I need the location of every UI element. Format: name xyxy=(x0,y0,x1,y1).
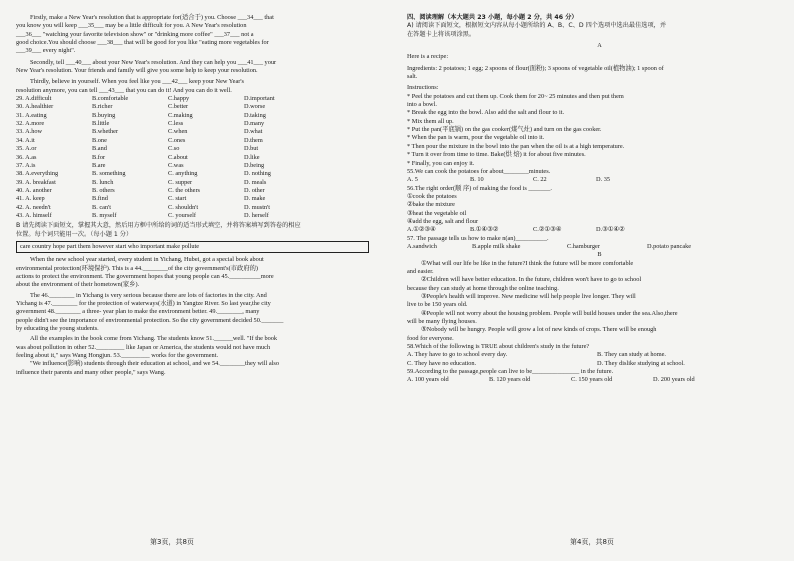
option-row xyxy=(16,162,401,170)
text-line: live to be 150 years old. xyxy=(407,301,468,309)
text-line: Yichang is 47.________ for the protection of waterways(水道) in Yangtze River. So last year,the city xyxy=(16,300,271,307)
option[interactable]: D.being xyxy=(244,161,265,169)
question-59: 59.According to the passage,people can live to be_______________ in the future. xyxy=(407,368,614,376)
option-row xyxy=(16,179,401,187)
passage-a-p3 xyxy=(16,78,401,95)
text-line: ④People will not worry about the housing problem. People will build houses under the sea.Also,there xyxy=(421,309,678,317)
question-58-options-row2 xyxy=(407,360,792,368)
section-b-instructions xyxy=(16,222,401,239)
text-line: Here is a recipe: xyxy=(407,53,449,61)
text-line: Thirdly, believe in yourself. When you feel like you ___42___ keep your New Year's xyxy=(30,78,244,86)
text-line: * Peel the potatoes and cut them up. Cook them for 20~ 25 minutes and then put them xyxy=(407,92,624,100)
text-line: The 46.________ in Yichang is very serious because there are lots of factories in the city. And xyxy=(30,291,267,299)
option-row xyxy=(16,212,401,220)
text-line: * Finally, you can enjoy it. xyxy=(407,159,475,167)
text-line: B 请先阅读下面短文，掌握其大意，然后用方框中所给的词的适当形式填空，并将答案填写到答卷的相应 xyxy=(16,222,301,230)
word-box: care country hope part them however start who important make pollute xyxy=(16,241,369,253)
option[interactable]: B.one xyxy=(92,136,107,144)
question-56-options xyxy=(407,226,792,234)
option[interactable]: B. 120 years old xyxy=(489,376,531,384)
option-row xyxy=(16,154,401,162)
text-line: people didn't see the importance of environmental protection. So the city government decided 50._______ xyxy=(16,316,284,324)
question-56: 56.The right order(顺 序) of making the food is _______. xyxy=(407,184,552,192)
text-line: Ingredients: 2 potatoes; 1 egg; 2 spoons of flour(面粉); 3 spoons of vegetable oil(植物油); 1 spoon of xyxy=(407,64,664,72)
option[interactable]: C. anything xyxy=(168,170,198,178)
option[interactable]: D.③①④② xyxy=(596,226,625,234)
option[interactable]: C.making xyxy=(168,111,193,119)
text-line: was about pollution in other 52._________ like Japan or America, the students would not have much xyxy=(16,343,271,351)
passage-a-title: A xyxy=(597,42,602,50)
option[interactable]: D.but xyxy=(244,145,259,153)
option[interactable]: B.for xyxy=(92,153,106,161)
text-line: environmental protection(环境保护). This is a 44.________of the city government's(市政府的) xyxy=(16,264,259,272)
option[interactable]: B.richer xyxy=(92,103,113,111)
text-line: actions to protect the environment. The government hopes that young people can 45.__________more xyxy=(16,272,274,280)
option[interactable]: D. meals xyxy=(244,178,267,186)
option[interactable]: B. They can study at home. xyxy=(597,351,666,359)
option[interactable]: 37. A.is xyxy=(16,161,36,169)
text-line: you know you will keep ___35___ may be a little difficult for you. A New Year's resolution xyxy=(16,22,247,30)
option[interactable]: C. supper xyxy=(168,178,193,186)
option[interactable]: 43. A. himself xyxy=(16,211,52,219)
text-line: Secondly, tell ___40___ about your New Year's resolution. And they can help you ___41___ your xyxy=(30,58,277,66)
option[interactable]: A. 100 years old xyxy=(407,376,449,384)
option[interactable]: C. the others xyxy=(168,186,201,194)
option[interactable]: A. They have to go to school every day. xyxy=(407,351,508,359)
option[interactable]: D.many xyxy=(244,120,265,128)
option-row xyxy=(16,187,401,195)
text-line: 位置。每个词只能用一次。（每小题 1 分） xyxy=(16,230,133,238)
text-line: * Then pour the mixture in the bowl into the pan when the oil is at a high temperature. xyxy=(407,142,625,150)
cloze-options xyxy=(16,95,401,220)
option[interactable]: 33. A.how xyxy=(16,128,43,136)
option-row xyxy=(16,137,401,145)
option[interactable]: C. 22 xyxy=(533,176,547,184)
page-number-left: 第3页，共8页 xyxy=(150,538,194,546)
text-line: resolution anymore, you can tell ___43___ that you can do it! And you can do it well. xyxy=(16,86,232,94)
option-row xyxy=(16,103,401,111)
option[interactable]: D. mustn't xyxy=(244,203,270,211)
list-item: ①cook the potatoes xyxy=(407,192,457,200)
option[interactable]: C.was xyxy=(168,161,184,169)
section-b-passage xyxy=(16,256,401,377)
question-55-options xyxy=(407,176,792,184)
option[interactable]: C. yourself xyxy=(168,211,196,219)
option[interactable]: B.apple milk shake xyxy=(472,242,521,250)
option[interactable]: C. start xyxy=(168,195,187,203)
text-line: about the environment of their hometown(家乡). xyxy=(16,281,140,289)
text-line: ①What will our life be like in the future?I think the future will be more comfortable xyxy=(421,259,634,267)
text-line: * Put the pan(平底锅) on the gas cooker(煤气灶) and turn on the gas cooker. xyxy=(407,126,602,134)
text-line: will be many flying houses. xyxy=(407,318,477,326)
option[interactable]: B.little xyxy=(92,120,110,128)
option[interactable]: A.sandwich xyxy=(407,242,437,250)
question-55: 55.We can cook the potatoes for about________minutes. xyxy=(407,167,551,175)
text-line: influence their parents and many other people," says Wang. xyxy=(16,368,166,376)
option[interactable]: 31. A.eating xyxy=(16,111,47,119)
question-58: 58.Which of the following is TRUE about children's study in the future? xyxy=(407,343,590,351)
text-line: because they can study at home through the online teaching. xyxy=(407,284,559,292)
option[interactable]: D. make xyxy=(244,195,266,203)
list-item: ③heat the vegetable oil xyxy=(407,209,467,217)
question-58-options-row1 xyxy=(407,351,792,359)
text-line: ___39___ every night". xyxy=(16,47,76,55)
option-row xyxy=(16,128,401,136)
text-line: * Turn it over from time to time. Bake(烘 焙) it for about five minutes. xyxy=(407,151,586,159)
page-right xyxy=(407,14,792,544)
option[interactable]: D. nothing xyxy=(244,170,271,178)
option[interactable]: D. 200 years old xyxy=(653,376,695,384)
passage-a-p1 xyxy=(16,14,401,56)
option[interactable]: B. 10 xyxy=(470,176,484,184)
text-line: * Mix them all up. xyxy=(407,117,454,125)
option[interactable]: 39. A. breakfast xyxy=(16,178,56,186)
page-left xyxy=(16,14,401,544)
page-number-right: 第4页，共8页 xyxy=(570,538,614,546)
option-row xyxy=(16,112,401,120)
text-line: into a bowl. xyxy=(407,101,437,109)
section-iv-title: 四、阅读理解（本大题共 23 小题，每小题 2 分，共 46 分） xyxy=(407,14,578,21)
option[interactable]: A. 5 xyxy=(407,176,418,184)
text-line: 在答题卡上将该项涂黑。 xyxy=(407,30,476,38)
option[interactable]: D. other xyxy=(244,186,265,194)
option[interactable]: 40. A. another xyxy=(16,186,52,194)
option[interactable]: B.buying xyxy=(92,111,116,119)
passage-a-p2 xyxy=(16,59,401,76)
option[interactable]: B.and xyxy=(92,145,107,153)
option[interactable]: 41. A. keep xyxy=(16,195,45,203)
text-line: government 48.________ a three- year plan to make the environment better. 49.________, many xyxy=(16,308,260,316)
option[interactable]: 29. A.difficult xyxy=(16,95,52,103)
question-59-options xyxy=(407,376,792,384)
option[interactable]: B.whether xyxy=(92,128,119,136)
option[interactable]: D.worse xyxy=(244,103,266,111)
option[interactable]: B. can't xyxy=(92,203,111,211)
option[interactable]: C.so xyxy=(168,145,180,153)
text-line: New Year's resolution. Your friends and family will give you some help to keep your resolution. xyxy=(16,67,258,75)
text-line: When the new school year started, every student in Yichang, Hubei, got a special book about xyxy=(30,256,264,264)
option[interactable]: C. 150 years old xyxy=(571,376,613,384)
text-line: and easier. xyxy=(407,267,434,275)
option[interactable]: B.①④③② xyxy=(470,226,499,234)
text-line: ②Children will have better education. In the future, children won't have to go to school xyxy=(421,276,642,284)
text-line: good choice.You should choose ___38___ that will be good for you like "eating more vegetables for xyxy=(16,39,269,47)
text-line: Firstly, make a New Year's resolution that is appropriate for(适合于) you. Choose ___34___ that xyxy=(30,14,274,21)
option[interactable]: C.ones xyxy=(168,136,186,144)
option[interactable]: 38. A.everything xyxy=(16,170,59,178)
option[interactable]: C. shouldn't xyxy=(168,203,199,211)
option[interactable]: D.like xyxy=(244,153,260,161)
option[interactable]: 36. A.as xyxy=(16,153,37,161)
option[interactable]: 34. A.it xyxy=(16,136,35,144)
text-line: "We influence(影响) students through their education at school, and we 54.________they will also xyxy=(30,360,279,368)
option-row xyxy=(16,120,401,128)
option-row xyxy=(16,204,401,212)
text-line: by educating the young students. xyxy=(16,325,99,333)
option[interactable]: C.happy xyxy=(168,95,190,103)
option[interactable]: B. others xyxy=(92,186,115,194)
text-line: salt. xyxy=(407,73,418,81)
text-line: ③People's health will improve. New medicine will help people live longer. They will xyxy=(421,293,636,300)
text-line: * Break the egg into the bowl. Also add the salt and flour to it. xyxy=(407,109,565,117)
option[interactable]: 42. A. needn't xyxy=(16,203,51,211)
question-57-options xyxy=(407,243,792,251)
option-row xyxy=(16,170,401,178)
option[interactable]: D.potato pancake xyxy=(647,242,692,250)
question-57: 57. The passage tells us how to make n(an)__________. xyxy=(407,234,549,242)
text-line: ⑤Nobody will be hungry. People will grow a lot of new kinds of crops. There will be enough xyxy=(421,326,657,334)
option-row xyxy=(16,145,401,153)
text-line: food for everyone. xyxy=(407,334,454,342)
text-line: ___36___ "watching your favorite television show" or "drinking more coffee" ___37___ not a xyxy=(16,30,254,38)
option-row xyxy=(16,95,401,103)
option[interactable]: B.comfortable xyxy=(92,95,129,103)
option[interactable]: B. something xyxy=(92,170,126,178)
text-line: feeling about it," says Wang Hongjun. 53._________ works for the government. xyxy=(16,352,219,360)
option[interactable]: 35. A.or xyxy=(16,145,37,153)
text-line: A) 请阅读下面短文，根据短文内容从每小题所给的 A、B、C、D 四个选项中选出最佳选项，并 xyxy=(407,22,667,30)
option[interactable]: A.①②③④ xyxy=(407,226,436,234)
option[interactable]: D.what xyxy=(244,128,263,136)
option[interactable]: C.about xyxy=(168,153,188,161)
option[interactable]: B.find xyxy=(92,195,108,203)
option-row xyxy=(16,195,401,203)
list-item: ②bake the mixture xyxy=(407,201,455,209)
option[interactable]: 32. A.more xyxy=(16,120,45,128)
option[interactable]: D. herself xyxy=(244,211,269,219)
option[interactable]: D. They dislike studying at school. xyxy=(597,359,685,367)
option[interactable]: D.them xyxy=(244,136,263,144)
list-item: ④add the egg, salt and flour xyxy=(407,217,479,225)
text-line: All the examples in the book come from Yichang. The students know 51.______well. "If the book xyxy=(30,335,278,343)
passage-b xyxy=(407,260,792,343)
option[interactable]: C. They have no education. xyxy=(407,359,477,367)
option[interactable]: C.less xyxy=(168,120,184,128)
option[interactable]: C.better xyxy=(168,103,189,111)
option[interactable]: B.are xyxy=(92,161,106,169)
option[interactable]: B. myself xyxy=(92,211,117,219)
option[interactable]: C.hamburger xyxy=(567,242,600,250)
option[interactable]: D. 35 xyxy=(596,176,610,184)
option[interactable]: D.taking xyxy=(244,111,266,119)
passage-b-title: B xyxy=(597,251,602,259)
option[interactable]: D.important xyxy=(244,95,275,103)
option[interactable]: C.②①③④ xyxy=(533,226,562,234)
text-line: Instructions: xyxy=(407,84,439,92)
text-line: * When the pan is warm, pour the vegetable oil into it. xyxy=(407,134,545,142)
recipe xyxy=(407,53,792,167)
option[interactable]: C.when xyxy=(168,128,188,136)
option[interactable]: B. lunch xyxy=(92,178,114,186)
option[interactable]: 30. A.healthier xyxy=(16,103,54,111)
